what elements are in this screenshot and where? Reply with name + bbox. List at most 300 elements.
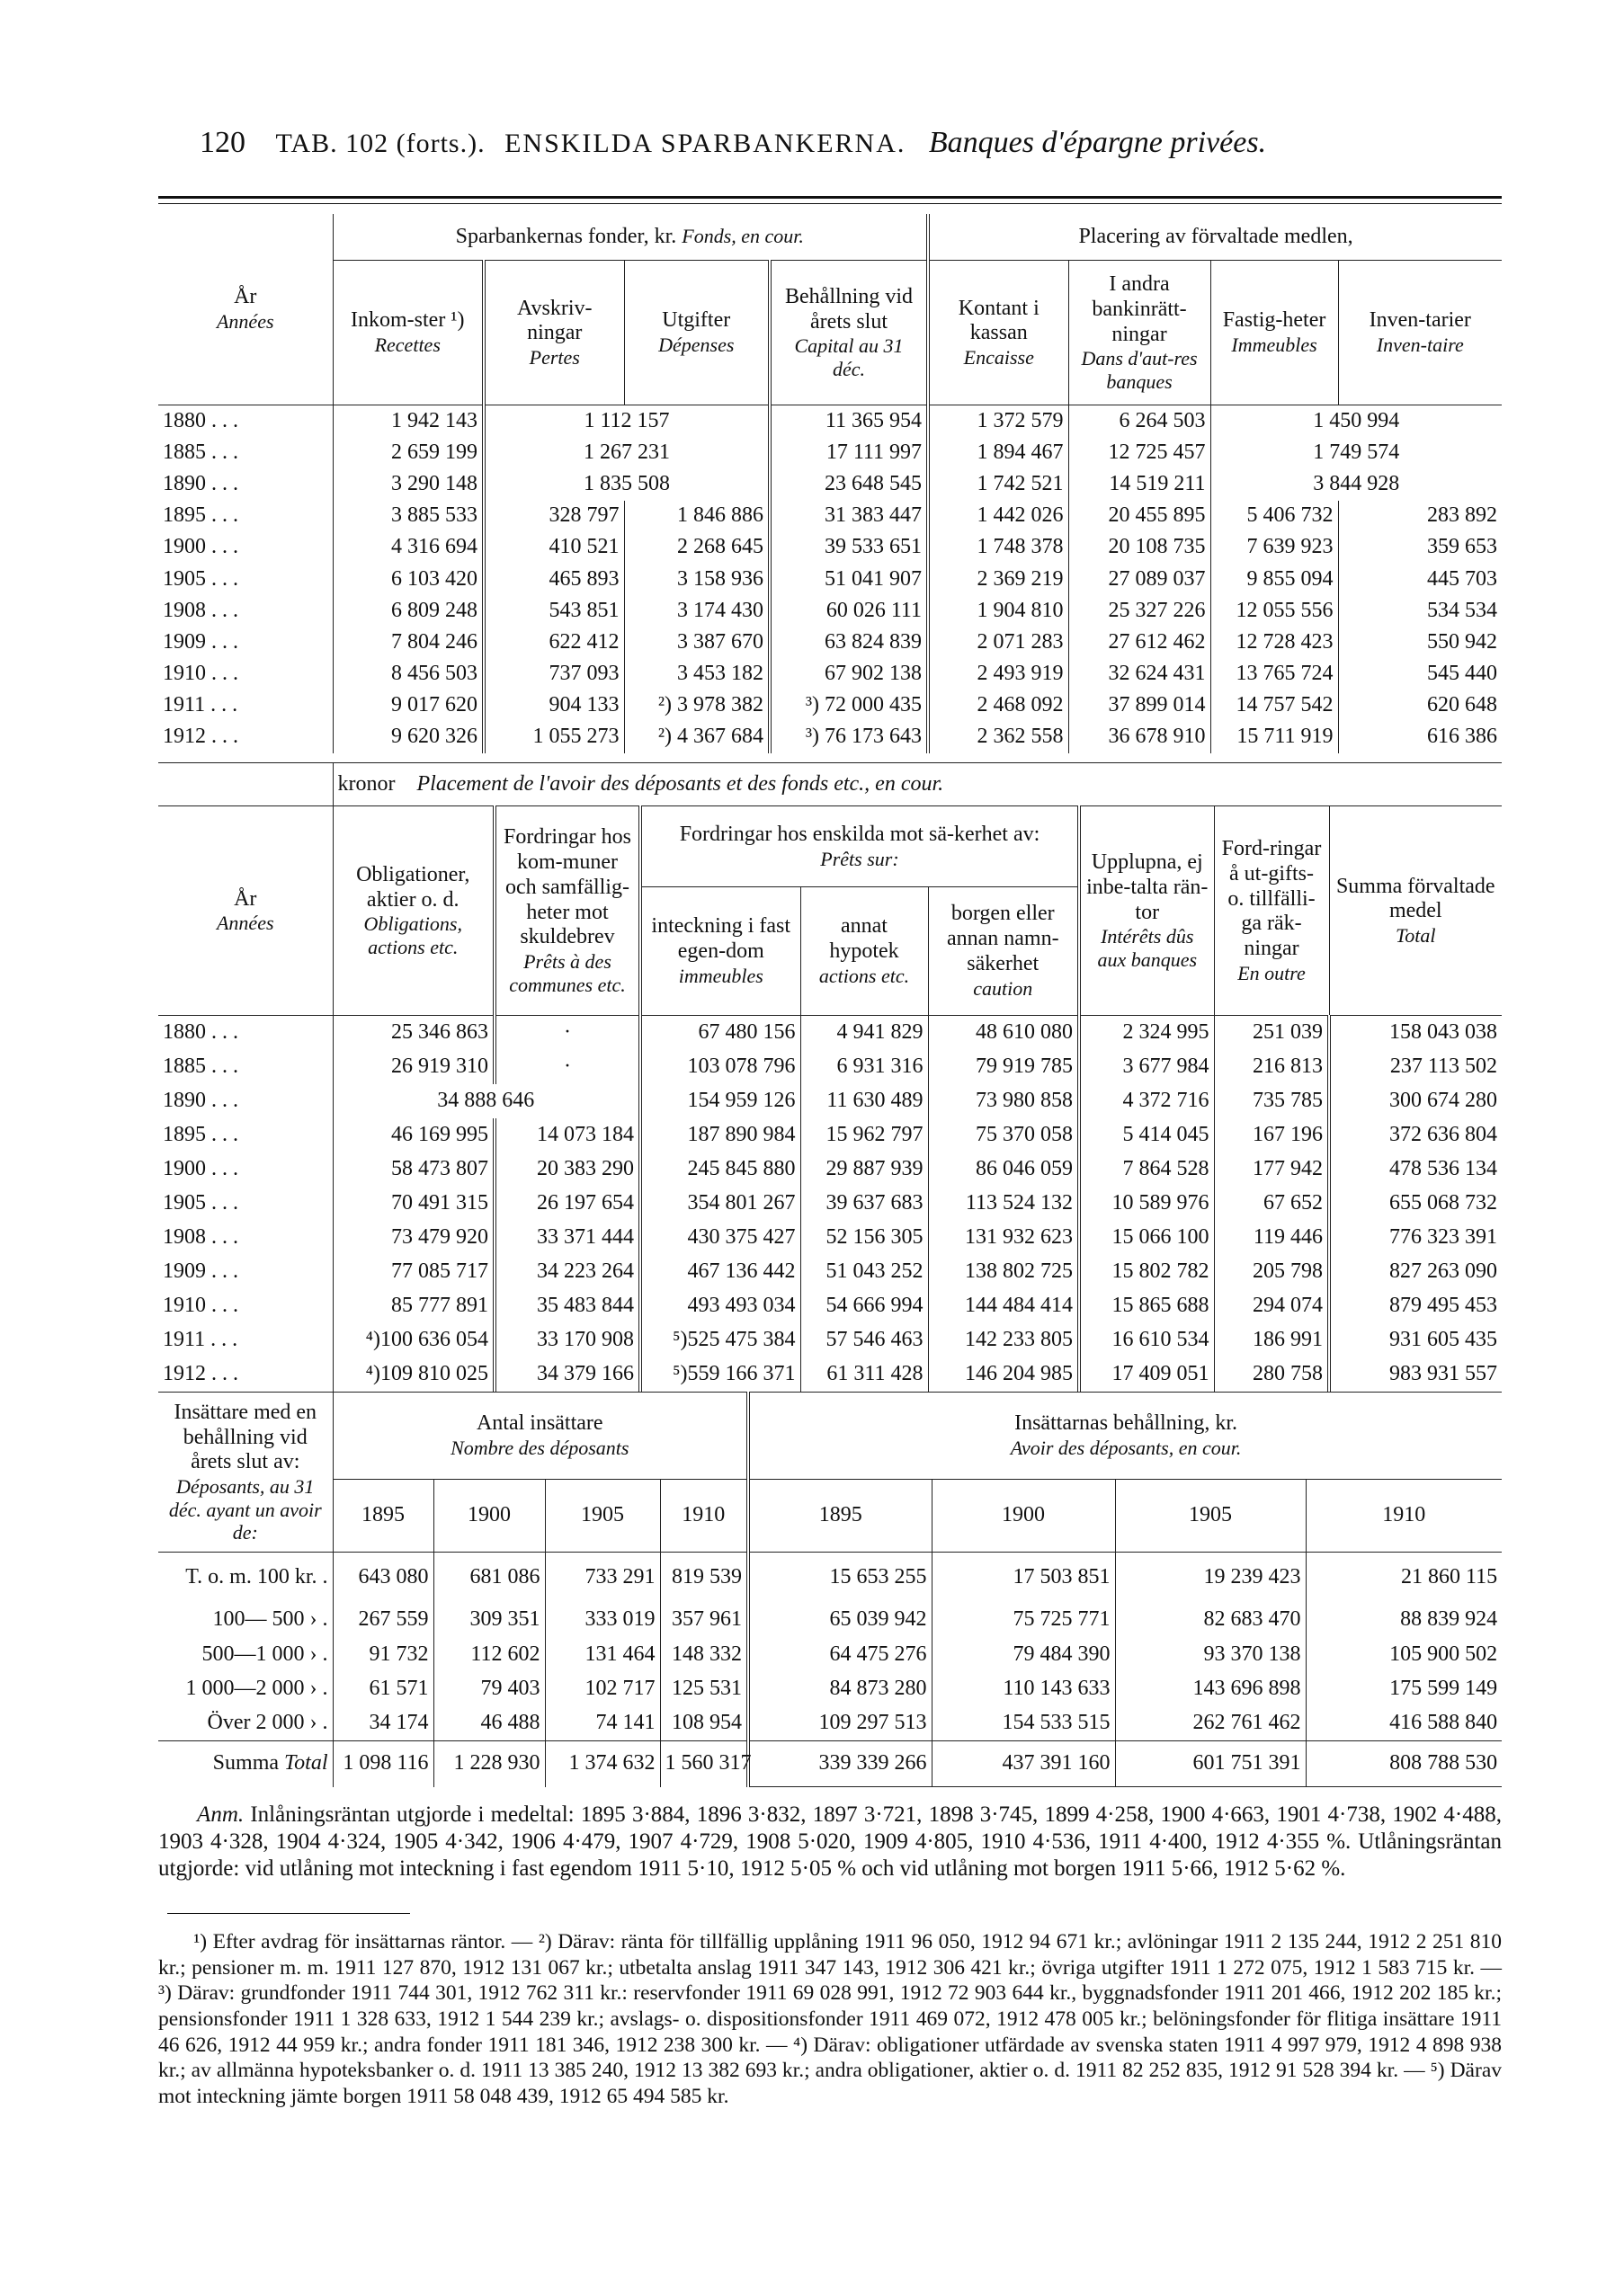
- row-year: 1905 . . .: [163, 566, 238, 591]
- cell-utgifter: 1 846 886: [624, 501, 770, 532]
- table-row: [158, 1357, 1502, 1392]
- table-row: [158, 722, 1502, 753]
- col-behallning: [770, 261, 928, 405]
- cell-summa: 478 536 134: [1329, 1152, 1502, 1187]
- cell-fordringar: 294 074: [1214, 1289, 1329, 1323]
- cell-behallning: 88 839 924: [1306, 1603, 1502, 1637]
- cell-behallning: 93 370 138: [1115, 1637, 1306, 1671]
- cell-summa: 879 495 453: [1329, 1289, 1502, 1323]
- cell-fordringar: 186 991: [1214, 1323, 1329, 1357]
- cell-kommuner: 20 383 290: [495, 1152, 640, 1187]
- anm-label: Anm.: [197, 1802, 245, 1827]
- table-row: [158, 1050, 1502, 1084]
- table-row: [158, 595, 1502, 627]
- total-label-sv: Summa: [212, 1751, 280, 1775]
- cell-behallning: ³) 72 000 435: [770, 690, 928, 722]
- cell-summa: 983 931 557: [1329, 1357, 1502, 1392]
- cell-fastigheter: 9 855 094: [1210, 564, 1338, 595]
- cell-kommuner: 14 073 184: [495, 1118, 640, 1152]
- cell-inventarier: 359 653: [1338, 532, 1502, 564]
- cell-upplupna: 4 372 716: [1079, 1084, 1214, 1118]
- row-year: 1880 . . .: [158, 405, 333, 438]
- table-row: [158, 1553, 1502, 1603]
- col-upplupna: [1079, 806, 1214, 1016]
- cell-behallning: 109 297 513: [748, 1706, 932, 1741]
- cell-behallning: 64 475 276: [748, 1637, 932, 1671]
- funds-table-body: [158, 405, 1502, 753]
- cell-obligationer: 46 169 995: [333, 1118, 495, 1152]
- cell-behallning: 23 648 545: [770, 468, 928, 500]
- cell-behallning: 51 041 907: [770, 564, 928, 595]
- total-label: [158, 1740, 333, 1786]
- cell-inkomster: 7 804 246: [333, 627, 484, 658]
- cell-kontant: 2 493 919: [928, 658, 1068, 690]
- cell-avskrivningar: 410 521: [484, 532, 624, 564]
- cell-upplupna: 2 324 995: [1079, 1016, 1214, 1050]
- col-fordringar-sv: Ford-ringar å ut-gifts- o. tillfälli-ga räk-ningar: [1221, 836, 1322, 961]
- antal-year-1900: 1900: [433, 1479, 545, 1553]
- year-header-cell-2: [158, 806, 333, 1016]
- cell-antal: 733 291: [545, 1553, 660, 1603]
- anm-text: Inlåningsräntan utgjorde i medeltal: 1895 3·884, 1896 3·832, 1897 3·721, 1898 3·745, 1899 4·258, 1900 4·663, 1901 4·738, 1902 4·488, 1903 4·328, 1904 4·324, 1905 4·342, 1906 4·479, 1907 4·729, 1908 5·020, 1909 4·805, 1910 4·536, 1911 4·400, 1912 4·355 %. Utlåningsräntan utgjorde: vid utlåning mot inteckning i fast egendom 1911 5·10, 1912 5·05 % och vid utlåning mot borgen 1911 5·66, 1912 5·62 %.: [158, 1802, 1503, 1881]
- cell-inkomster: 1 942 143: [333, 405, 484, 438]
- col-fordringar: [1214, 806, 1329, 1016]
- cell-behallning: 67 902 138: [770, 658, 928, 690]
- cell-inkomster: 3 885 533: [333, 501, 484, 532]
- row-size-class: 1 000—2 000 › .: [185, 1676, 328, 1700]
- beh-year-1900: 1900: [932, 1479, 1115, 1553]
- cell-oblig-kommuner: 34 888 646: [333, 1084, 640, 1118]
- cell-obligationer: 26 919 310: [333, 1050, 495, 1084]
- col-inkomster: [333, 261, 484, 405]
- cell-utgifter: 2 268 645: [624, 532, 770, 564]
- cell-inteckning: 493 493 034: [640, 1289, 800, 1323]
- total-row: [158, 1740, 1502, 1786]
- cell-inteckning: 154 959 126: [640, 1084, 800, 1118]
- cell-kommuner: 35 483 844: [495, 1289, 640, 1323]
- page-header: [200, 126, 1266, 160]
- cell-utgifter: 3 387 670: [624, 627, 770, 658]
- col-bank-fr: Dans d'aut-res banques: [1081, 347, 1198, 393]
- cell-obligationer: ⁴)109 810 025: [333, 1357, 495, 1392]
- row-year: 1910 . . .: [163, 662, 238, 686]
- funds-group-fr: Fonds, en cour.: [682, 224, 804, 247]
- kronor-label: kronor: [337, 771, 396, 796]
- cell-borgen: 142 233 805: [928, 1323, 1079, 1357]
- cell-utgifter: ²) 4 367 684: [624, 722, 770, 753]
- cell-inventarier: 283 892: [1338, 501, 1502, 532]
- cell-kommuner: ·: [495, 1050, 640, 1084]
- col-fastigheter-sv: Fastig-heter: [1222, 308, 1326, 333]
- antal-year-1895: 1895: [333, 1479, 433, 1553]
- cell-fastigheter: 7 639 923: [1210, 532, 1338, 564]
- cell-annat: 39 637 683: [800, 1187, 928, 1221]
- footnotes: [158, 1929, 1502, 2110]
- col-inteckning: [640, 886, 800, 1015]
- cell-annat: 11 630 489: [800, 1084, 928, 1118]
- table-row: [158, 690, 1502, 722]
- cell-avskrivningar: 737 093: [484, 658, 624, 690]
- cell-summa: 776 323 391: [1329, 1221, 1502, 1255]
- cell-kommuner: 33 170 908: [495, 1323, 640, 1357]
- cell-behallning: 154 533 515: [932, 1706, 1115, 1741]
- table-row: [158, 1706, 1502, 1741]
- cell-antal: 819 539: [660, 1553, 748, 1603]
- cell-antal: 46 488: [433, 1706, 545, 1741]
- cell-summa: 158 043 038: [1329, 1016, 1502, 1050]
- cell-fordringar: 167 196: [1214, 1118, 1329, 1152]
- cell-fastigheter: 12 055 556: [1210, 595, 1338, 627]
- cell-kontant: 2 468 092: [928, 690, 1068, 722]
- cell-avskrivningar: 465 893: [484, 564, 624, 595]
- cell-behallning: 82 683 470: [1115, 1603, 1306, 1637]
- cell-inkomster: 2 659 199: [333, 437, 484, 468]
- row-size-class: T. o. m. 100 kr. .: [185, 1565, 328, 1589]
- placement-table: [158, 762, 1502, 1392]
- funds-group-header: [333, 214, 928, 261]
- cell-fordringar: 177 942: [1214, 1152, 1329, 1187]
- cell-inteckning: ⁵)559 166 371: [640, 1357, 800, 1392]
- cell-annat: 4 941 829: [800, 1016, 928, 1050]
- row-year: 1885 . . .: [163, 440, 238, 464]
- cell-upplupna: 16 610 534: [1079, 1323, 1214, 1357]
- cell-annat: 61 311 428: [800, 1357, 928, 1392]
- cell-fastigheter: 13 765 724: [1210, 658, 1338, 690]
- row-year: 1880 . . .: [158, 1016, 333, 1050]
- depositors-table: [158, 1392, 1502, 1787]
- row-size-class: 100— 500 › .: [212, 1607, 328, 1632]
- cell-fastigheter: 14 757 542: [1210, 690, 1338, 722]
- col-utgifter-sv: Utgifter: [662, 308, 731, 333]
- behallning-group-fr: Avoir des déposants, en cour.: [1010, 1437, 1242, 1460]
- cell-utgifter: ²) 3 978 382: [624, 690, 770, 722]
- cell-antal: 79 403: [433, 1672, 545, 1706]
- cell-upplupna: 15 066 100: [1079, 1221, 1214, 1255]
- cell-kommuner: ·: [495, 1016, 640, 1050]
- col-kontant-sv: Kontant i kassan: [958, 296, 1040, 345]
- table-row: [158, 468, 1502, 500]
- col-behallning-fr: Capital au 31 déc.: [794, 334, 904, 380]
- top-rule: [158, 196, 1502, 199]
- table-row: [158, 1289, 1502, 1323]
- cell-bank: 32 624 431: [1068, 658, 1210, 690]
- cell-behallning: ³) 76 173 643: [770, 722, 928, 753]
- table-row: [158, 564, 1502, 595]
- table-number: TAB. 102 (forts.).: [275, 129, 486, 158]
- total-label-fr: Total: [284, 1751, 328, 1775]
- row-size-class: Över 2 000 › .: [207, 1710, 328, 1734]
- col-upplupna-sv: Upplupna, ej inbe-talta rän-tor: [1086, 850, 1209, 924]
- page-number: 120: [200, 126, 245, 159]
- row-year: 1912 . . .: [163, 1362, 238, 1386]
- cell-behallning: 65 039 942: [748, 1603, 932, 1637]
- footnote-4: ⁴) Därav: obligationer utfärdade av svenska staten 1911 4 997 979, 1912 4 898 938 kr.; av allmänna hypoteksbanker o. d. 1911 13 385 240, 1912 13 382 693 kr.; andra obligationer, aktier o. d. 1911 82 252 835, 1912 91 528 394 kr. —: [158, 2033, 1503, 2083]
- cell-utgifter: 3 453 182: [624, 658, 770, 690]
- row-year: 1895 . . .: [163, 1123, 238, 1147]
- cell-kontant: 1 748 378: [928, 532, 1068, 564]
- cell-inteckning: 467 136 442: [640, 1255, 800, 1289]
- cell-fastigheter-inventarier: 1 450 994: [1210, 405, 1502, 438]
- col-avskrivningar-fr: Pertes: [529, 346, 580, 369]
- cell-borgen: 48 610 080: [928, 1016, 1079, 1050]
- cell-inventarier: 550 942: [1338, 627, 1502, 658]
- col-inkomster-sv: Inkom-ster ¹): [351, 308, 465, 333]
- cell-kommuner: 26 197 654: [495, 1187, 640, 1221]
- col-bank-sv: I andra bankinrätt-ningar: [1092, 271, 1187, 346]
- cell-behallning: 17 503 851: [932, 1553, 1115, 1603]
- depositors-size-header: [158, 1393, 333, 1553]
- cell-inkomster: 9 017 620: [333, 690, 484, 722]
- cell-fordringar: 67 652: [1214, 1187, 1329, 1221]
- cell-obligationer: 25 346 863: [333, 1016, 495, 1050]
- cell-inventarier: 545 440: [1338, 658, 1502, 690]
- cell-behallning: 84 873 280: [748, 1672, 932, 1706]
- cell-avskriv-utgifter: 1 835 508: [484, 468, 770, 500]
- cell-inteckning: ⁵)525 475 384: [640, 1323, 800, 1357]
- col-avskrivningar: [484, 261, 624, 405]
- cell-fordringar: 280 758: [1214, 1357, 1329, 1392]
- cell-inkomster: 4 316 694: [333, 532, 484, 564]
- cell-behallning: 11 365 954: [770, 405, 928, 438]
- cell-borgen: 138 802 725: [928, 1255, 1079, 1289]
- cell-total-behallning: 339 339 266: [748, 1740, 932, 1786]
- cell-obligationer: 73 479 920: [333, 1221, 495, 1255]
- cell-antal: 91 732: [333, 1637, 433, 1671]
- cell-fastigheter-inventarier: 3 844 928: [1210, 468, 1502, 500]
- cell-kommuner: 34 379 166: [495, 1357, 640, 1392]
- footnote-2: ²) Därav: ränta för tillfällig upplåning 1911 96 050, 1912 94 671 kr.; avlöningar 1911 2 135 244, 1912 2 251 810 kr.; pensioner m. m. 1911 127 870, 1912 131 067 kr.; utbetalta anslag 1911 347 143, 1912 306 421 kr.; övriga utgifter 1911 1 272 075, 1912 1 583 715 kr. —: [158, 1930, 1503, 1980]
- row-year: 1908 . . .: [163, 598, 238, 622]
- cell-antal: 102 717: [545, 1672, 660, 1706]
- col-inteckning-fr: immeubles: [678, 965, 763, 988]
- security-group-sv: Fordringar hos enskilda mot sä-kerhet av:: [679, 822, 1040, 846]
- row-year: 1890 . . .: [163, 472, 238, 496]
- col-inkomster-fr: Recettes: [374, 334, 441, 357]
- cell-antal: 112 602: [433, 1637, 545, 1671]
- table-row: [158, 627, 1502, 658]
- cell-antal: 267 559: [333, 1603, 433, 1637]
- cell-borgen: 73 980 858: [928, 1084, 1079, 1118]
- cell-antal: 34 174: [333, 1706, 433, 1741]
- cell-borgen: 131 932 623: [928, 1221, 1079, 1255]
- row-year: 1911 . . .: [163, 1328, 238, 1351]
- cell-inteckning: 430 375 427: [640, 1221, 800, 1255]
- cell-annat: 15 962 797: [800, 1118, 928, 1152]
- cell-upplupna: 15 802 782: [1079, 1255, 1214, 1289]
- cell-borgen: 86 046 059: [928, 1152, 1079, 1187]
- funds-group-sv: Sparbankernas fonder, kr.: [455, 224, 677, 248]
- cell-summa: 827 263 090: [1329, 1255, 1502, 1289]
- cell-bank: 6 264 503: [1068, 405, 1210, 438]
- cell-antal: 108 954: [660, 1706, 748, 1741]
- col-inventarier-fr: Inven-taire: [1376, 334, 1464, 357]
- cell-bank: 27 089 037: [1068, 564, 1210, 595]
- table-row: [158, 658, 1502, 690]
- col-bank: [1068, 261, 1210, 405]
- table-row: [158, 405, 1502, 438]
- cell-inkomster: 8 456 503: [333, 658, 484, 690]
- row-year: 1900 . . .: [163, 535, 238, 559]
- cell-fastigheter-inventarier: 1 749 574: [1210, 437, 1502, 468]
- cell-antal: 357 961: [660, 1603, 748, 1637]
- cell-summa: 300 674 280: [1329, 1084, 1502, 1118]
- cell-fordringar: 119 446: [1214, 1221, 1329, 1255]
- table-row: [158, 1603, 1502, 1637]
- cell-upplupna: 15 865 688: [1079, 1289, 1214, 1323]
- row-year: 1908 . . .: [163, 1225, 238, 1250]
- cell-behallning: 19 239 423: [1115, 1553, 1306, 1603]
- table-row: [158, 437, 1502, 468]
- cell-avskrivningar: 622 412: [484, 627, 624, 658]
- col-avskrivningar-sv: Avskriv-ningar: [516, 296, 593, 345]
- cell-kommuner: 34 223 264: [495, 1255, 640, 1289]
- cell-annat: 29 887 939: [800, 1152, 928, 1187]
- page-title-fr: Banques d'épargne privées.: [928, 126, 1267, 159]
- col-kommuner-fr: Prêts à des communes etc.: [509, 950, 626, 996]
- cell-antal: 61 571: [333, 1672, 433, 1706]
- col-annat-sv: annat hypotek: [829, 914, 899, 964]
- cell-behallning: 175 599 149: [1306, 1672, 1502, 1706]
- cell-obligationer: 70 491 315: [333, 1187, 495, 1221]
- col-summa-sv: Summa förvaltade medel: [1335, 874, 1495, 923]
- row-year: 1909 . . .: [163, 1259, 238, 1284]
- row-year: 1895 . . .: [163, 503, 238, 528]
- footnote-1: ¹) Efter avdrag för insättarnas räntor. —: [193, 1930, 533, 1953]
- beh-year-1905: 1905: [1115, 1479, 1306, 1553]
- beh-year-1910: 1910: [1306, 1479, 1502, 1553]
- cell-fordringar: 735 785: [1214, 1084, 1329, 1118]
- cell-avskrivningar: 328 797: [484, 501, 624, 532]
- top-rule-thin: [158, 203, 1502, 204]
- cell-behallning: 110 143 633: [932, 1672, 1115, 1706]
- beh-year-1895: 1895: [748, 1479, 932, 1553]
- antal-group-header: [333, 1393, 748, 1480]
- row-year: 1912 . . .: [163, 725, 238, 749]
- cell-bank: 12 725 457: [1068, 437, 1210, 468]
- anm-note: [158, 1802, 1502, 1882]
- cell-annat: 6 931 316: [800, 1050, 928, 1084]
- table-row: [158, 1255, 1502, 1289]
- footnote-3: ³) Därav: grundfonder 1911 744 301, 1912 762 311 kr.: reservfonder 1911 69 028 991, 1912 72 903 644 kr., byggnadsfonder 1911 201 466, 1912 202 185 kr.; pensionsfonder 1911 1 328 633, 1912 1 544 239 kr.; avslags- o. dispositionsfonder 1911 469 072, 1912 478 005 kr.; belöningsfonder för flitiga insättare 1911 46 626, 1912 44 959 kr.; andra fonder 1911 181 346, 1912 238 300 kr. —: [158, 1981, 1502, 2057]
- cell-total-antal: 1 228 930: [433, 1740, 545, 1786]
- col-borgen-fr: caution: [973, 976, 1033, 1000]
- cell-kommuner: 33 371 444: [495, 1221, 640, 1255]
- cell-avskrivningar: 1 055 273: [484, 722, 624, 753]
- year-header-2-sv: År: [234, 886, 257, 911]
- cell-summa: 931 605 435: [1329, 1323, 1502, 1357]
- cell-kontant: 1 372 579: [928, 405, 1068, 438]
- cell-total-antal: 1 560 317: [660, 1740, 748, 1786]
- col-inventarier-sv: Inven-tarier: [1369, 308, 1471, 333]
- cell-behallning: 75 725 771: [932, 1603, 1115, 1637]
- year-header-cell: [158, 214, 333, 405]
- cell-borgen: 144 484 414: [928, 1289, 1079, 1323]
- cell-fordringar: 205 798: [1214, 1255, 1329, 1289]
- col-inventarier: [1338, 261, 1502, 405]
- cell-borgen: 113 524 132: [928, 1187, 1079, 1221]
- cell-bank: 20 455 895: [1068, 501, 1210, 532]
- cell-behallning: 21 860 115: [1306, 1553, 1502, 1603]
- cell-behallning: 60 026 111: [770, 595, 928, 627]
- cell-borgen: 75 370 058: [928, 1118, 1079, 1152]
- cell-utgifter: 3 174 430: [624, 595, 770, 627]
- cell-kontant: 2 071 283: [928, 627, 1068, 658]
- cell-summa: 655 068 732: [1329, 1187, 1502, 1221]
- cell-fastigheter: 15 711 919: [1210, 722, 1338, 753]
- col-summa-fr: Total: [1396, 924, 1436, 948]
- cell-annat: 52 156 305: [800, 1221, 928, 1255]
- row-year: 1911 . . .: [163, 693, 238, 717]
- cell-upplupna: 17 409 051: [1079, 1357, 1214, 1392]
- col-fastigheter: [1210, 261, 1338, 405]
- cell-summa: 372 636 804: [1329, 1118, 1502, 1152]
- antal-group-sv: Antal insättare: [476, 1411, 603, 1436]
- cell-total-behallning: 437 391 160: [932, 1740, 1115, 1786]
- row-year: 1890 . . .: [163, 1089, 238, 1113]
- cell-fastigheter: 5 406 732: [1210, 501, 1338, 532]
- col-borgen-sv: borgen eller annan namn-säkerhet: [946, 902, 1059, 976]
- col-kommuner: [495, 806, 640, 1016]
- cell-behallning: 17 111 997: [770, 437, 928, 468]
- table-row: [158, 1016, 1502, 1050]
- cell-obligationer: 77 085 717: [333, 1255, 495, 1289]
- placement-table-body: [158, 1016, 1502, 1392]
- blank-cell: [158, 763, 333, 806]
- cell-bank: 36 678 910: [1068, 722, 1210, 753]
- col-annat: [800, 886, 928, 1015]
- cell-kontant: 2 369 219: [928, 564, 1068, 595]
- placement-title-row: [333, 763, 1502, 806]
- depositors-table-body: [158, 1553, 1502, 1787]
- cell-antal: 74 141: [545, 1706, 660, 1741]
- behallning-group-sv: Insättarnas behållning, kr.: [1014, 1411, 1238, 1436]
- cell-borgen: 79 919 785: [928, 1050, 1079, 1084]
- cell-behallning: 31 383 447: [770, 501, 928, 532]
- table-row: [158, 1152, 1502, 1187]
- year-header-fr: Années: [216, 310, 274, 334]
- cell-behallning: 39 533 651: [770, 532, 928, 564]
- depositors-size-header-sv: Insättare med en behållning vid årets slut av:: [174, 1400, 317, 1474]
- antal-group-fr: Nombre des déposants: [451, 1437, 629, 1460]
- antal-year-1910: 1910: [660, 1479, 748, 1553]
- col-utgifter-fr: Dépenses: [658, 334, 735, 357]
- cell-total-behallning: 808 788 530: [1306, 1740, 1502, 1786]
- cell-inteckning: 354 801 267: [640, 1187, 800, 1221]
- behallning-group-header: [748, 1393, 1502, 1480]
- cell-fordringar: 251 039: [1214, 1016, 1329, 1050]
- row-size-class: 500—1 000 › .: [201, 1642, 328, 1666]
- table-row: [158, 1637, 1502, 1671]
- cell-avskrivningar: 904 133: [484, 690, 624, 722]
- footnote-separator: [167, 1913, 410, 1914]
- row-year: 1885 . . .: [163, 1055, 238, 1079]
- cell-bank: 27 612 462: [1068, 627, 1210, 658]
- cell-inventarier: 620 648: [1338, 690, 1502, 722]
- cell-behallning: 416 588 840: [1306, 1706, 1502, 1741]
- cell-inventarier: 616 386: [1338, 722, 1502, 753]
- table-row: [158, 1221, 1502, 1255]
- depositors-size-header-fr: Déposants, au 31 déc. ayant un avoir de:: [168, 1475, 322, 1544]
- cell-behallning: 63 824 839: [770, 627, 928, 658]
- cell-inkomster: 3 290 148: [333, 468, 484, 500]
- table-row: [158, 532, 1502, 564]
- table-row: [158, 1323, 1502, 1357]
- cell-annat: 54 666 994: [800, 1289, 928, 1323]
- cell-inkomster: 9 620 326: [333, 722, 484, 753]
- cell-annat: 51 043 252: [800, 1255, 928, 1289]
- col-utgifter: [624, 261, 770, 405]
- cell-bank: 20 108 735: [1068, 532, 1210, 564]
